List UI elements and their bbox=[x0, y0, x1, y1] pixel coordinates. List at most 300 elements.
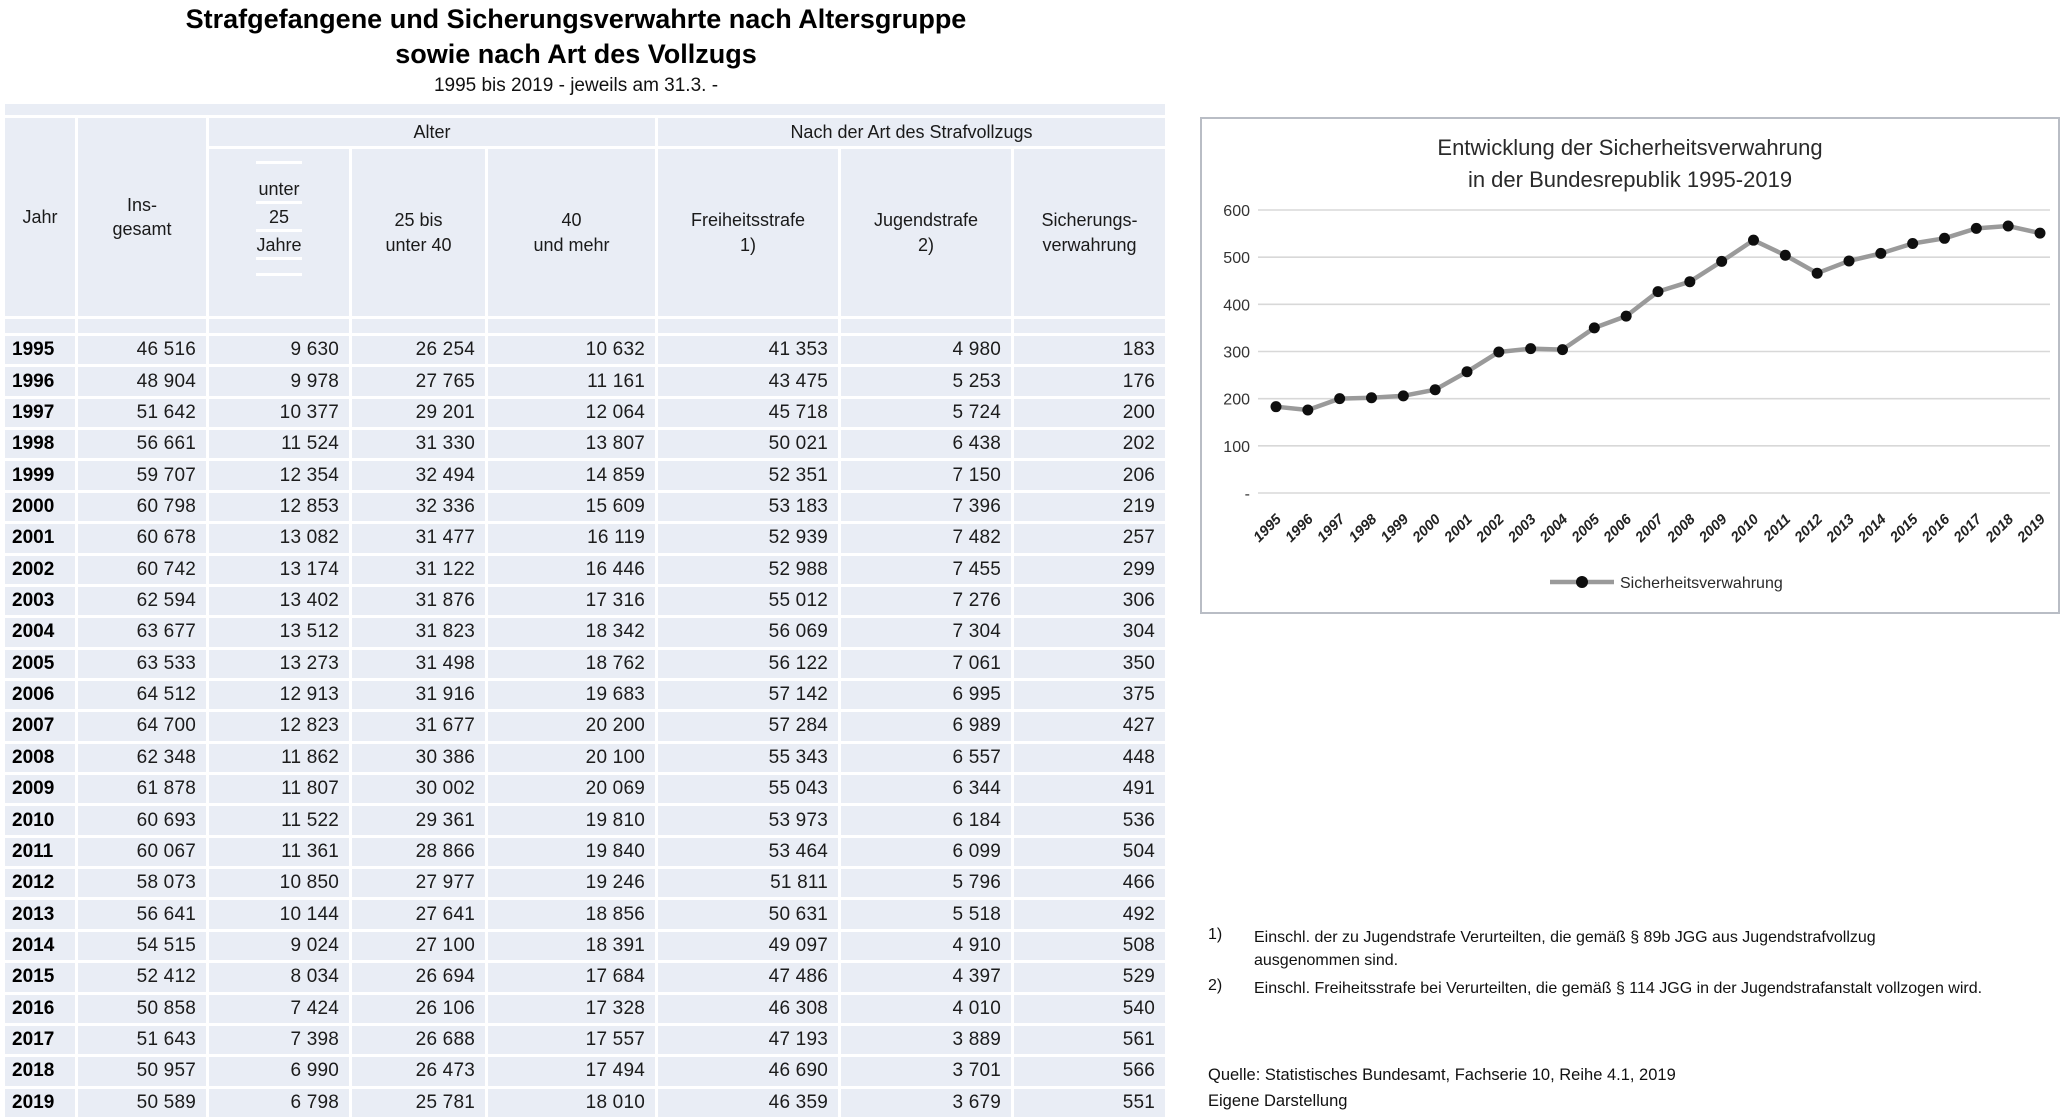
x-tick-label: 2014 bbox=[1855, 511, 1890, 546]
value-cell: 52 351 bbox=[658, 461, 838, 489]
value-cell: 50 589 bbox=[78, 1089, 206, 1117]
value-cell: 31 916 bbox=[352, 681, 485, 709]
value-cell: 536 bbox=[1014, 806, 1165, 834]
header-gap-cell bbox=[658, 319, 838, 333]
table-header bbox=[5, 104, 1165, 333]
legend-marker bbox=[1576, 576, 1588, 588]
legend-label: Sicherheitsverwahrung bbox=[1620, 574, 1783, 592]
value-cell: 17 494 bbox=[488, 1057, 655, 1085]
value-cell: 46 359 bbox=[658, 1089, 838, 1117]
value-cell: 26 694 bbox=[352, 963, 485, 991]
year-cell: 2003 bbox=[5, 587, 75, 615]
value-cell: 27 100 bbox=[352, 932, 485, 960]
value-cell: 561 bbox=[1014, 1026, 1165, 1054]
y-tick-label: 500 bbox=[1223, 249, 1250, 267]
value-cell: 30 002 bbox=[352, 775, 485, 803]
footnote-marker: 2) bbox=[1208, 977, 1223, 995]
value-cell: 56 069 bbox=[658, 618, 838, 646]
value-cell: 27 765 bbox=[352, 367, 485, 395]
value-cell: 492 bbox=[1014, 900, 1165, 928]
value-cell: 551 bbox=[1014, 1089, 1165, 1117]
column-header-jugendstrafe bbox=[841, 149, 1011, 316]
data-point bbox=[1493, 346, 1504, 357]
value-cell: 12 064 bbox=[488, 399, 655, 427]
year-cell: 1996 bbox=[5, 367, 75, 395]
year-cell: 1997 bbox=[5, 399, 75, 427]
x-tick-label: 2015 bbox=[1887, 511, 1922, 546]
value-cell: 52 988 bbox=[658, 556, 838, 584]
y-tick-label: - bbox=[1244, 485, 1250, 503]
value-cell: 31 477 bbox=[352, 524, 485, 552]
year-cell: 2004 bbox=[5, 618, 75, 646]
value-cell: 7 061 bbox=[841, 650, 1011, 678]
source-line2: Eigene Darstellung bbox=[1208, 1092, 1348, 1111]
value-cell: 10 632 bbox=[488, 336, 655, 364]
y-tick-label: 400 bbox=[1223, 297, 1250, 315]
column-header-insgesamt bbox=[78, 118, 206, 316]
x-tick-label: 1998 bbox=[1346, 511, 1381, 546]
value-cell: 60 742 bbox=[78, 556, 206, 584]
x-tick-label: 2018 bbox=[1982, 511, 2017, 546]
value-cell: 18 856 bbox=[488, 900, 655, 928]
value-cell: 8 034 bbox=[209, 963, 349, 991]
value-cell: 5 253 bbox=[841, 367, 1011, 395]
header-label: Nach der Art des Strafvollzugs bbox=[790, 121, 1033, 142]
value-cell: 4 980 bbox=[841, 336, 1011, 364]
header-label: Alter bbox=[413, 121, 451, 142]
value-cell: 52 939 bbox=[658, 524, 838, 552]
value-cell: 46 690 bbox=[658, 1057, 838, 1085]
data-point bbox=[1271, 401, 1282, 412]
header-gap-cell bbox=[1014, 319, 1165, 333]
x-tick-label: 2017 bbox=[1951, 511, 1986, 546]
column-header-40-und-mehr bbox=[488, 149, 655, 316]
value-cell: 6 557 bbox=[841, 744, 1011, 772]
x-tick-label: 2007 bbox=[1632, 511, 1667, 546]
value-cell: 48 904 bbox=[78, 367, 206, 395]
chart-panel bbox=[1200, 117, 2060, 614]
line-chart bbox=[1202, 198, 2058, 606]
data-point bbox=[1589, 322, 1600, 333]
data-point bbox=[1684, 276, 1695, 287]
value-cell: 17 316 bbox=[488, 587, 655, 615]
data-point bbox=[1462, 366, 1473, 377]
value-cell: 466 bbox=[1014, 869, 1165, 897]
table-body bbox=[5, 336, 1165, 1117]
value-cell: 257 bbox=[1014, 524, 1165, 552]
year-cell: 2006 bbox=[5, 681, 75, 709]
data-point bbox=[1398, 390, 1409, 401]
value-cell: 6 344 bbox=[841, 775, 1011, 803]
value-cell: 60 067 bbox=[78, 838, 206, 866]
column-header-25-bis-40 bbox=[352, 149, 485, 316]
value-cell: 51 811 bbox=[658, 869, 838, 897]
value-cell: 19 683 bbox=[488, 681, 655, 709]
value-cell: 47 486 bbox=[658, 963, 838, 991]
group-header-alter bbox=[209, 118, 655, 146]
x-tick-label: 1997 bbox=[1314, 511, 1349, 546]
header-label: gesamt bbox=[112, 219, 172, 239]
title-subtitle: 1995 bis 2019 - jeweils am 31.3. - bbox=[433, 75, 719, 97]
value-cell: 12 913 bbox=[209, 681, 349, 709]
value-cell: 25 781 bbox=[352, 1089, 485, 1117]
value-cell: 304 bbox=[1014, 618, 1165, 646]
value-cell: 30 386 bbox=[352, 744, 485, 772]
value-cell: 10 144 bbox=[209, 900, 349, 928]
header-label: 1) bbox=[739, 234, 756, 255]
value-cell: 9 024 bbox=[209, 932, 349, 960]
value-cell: 566 bbox=[1014, 1057, 1165, 1085]
value-cell: 50 858 bbox=[78, 995, 206, 1023]
header-label: unter 40 bbox=[385, 234, 452, 255]
year-cell: 1999 bbox=[5, 461, 75, 489]
value-cell: 47 193 bbox=[658, 1026, 838, 1054]
value-cell: 427 bbox=[1014, 712, 1165, 740]
title-line2: sowie nach Art des Vollzugs bbox=[395, 39, 757, 70]
value-cell: 306 bbox=[1014, 587, 1165, 615]
data-point bbox=[1812, 267, 1823, 278]
footnote-marker: 1) bbox=[1208, 926, 1223, 943]
column-header-freiheitsstrafe bbox=[658, 149, 838, 316]
value-cell: 28 866 bbox=[352, 838, 485, 866]
value-cell: 59 707 bbox=[78, 461, 206, 489]
value-cell: 64 700 bbox=[78, 712, 206, 740]
statistics-table bbox=[5, 104, 1165, 1117]
x-tick-label: 2013 bbox=[1823, 511, 1858, 546]
chart-title bbox=[1202, 132, 2058, 196]
value-cell: 219 bbox=[1014, 493, 1165, 521]
page-title bbox=[118, 2, 1034, 97]
data-point bbox=[1844, 255, 1855, 266]
value-cell: 6 990 bbox=[209, 1057, 349, 1085]
value-cell: 6 184 bbox=[841, 806, 1011, 834]
year-cell: 1995 bbox=[5, 336, 75, 364]
column-header-sicherungsverwahrung bbox=[1014, 149, 1165, 316]
value-cell: 6 989 bbox=[841, 712, 1011, 740]
x-tick-label: 1996 bbox=[1282, 511, 1317, 546]
value-cell: 52 412 bbox=[78, 963, 206, 991]
value-cell: 4 010 bbox=[841, 995, 1011, 1023]
value-cell: 46 308 bbox=[658, 995, 838, 1023]
value-cell: 43 475 bbox=[658, 367, 838, 395]
value-cell: 62 594 bbox=[78, 587, 206, 615]
value-cell: 16 446 bbox=[488, 556, 655, 584]
header-subrow bbox=[256, 161, 301, 164]
value-cell: 27 977 bbox=[352, 869, 485, 897]
value-cell: 26 254 bbox=[352, 336, 485, 364]
year-cell: 2015 bbox=[5, 963, 75, 991]
value-cell: 57 142 bbox=[658, 681, 838, 709]
data-point bbox=[1875, 248, 1886, 259]
value-cell: 31 823 bbox=[352, 618, 485, 646]
value-cell: 350 bbox=[1014, 650, 1165, 678]
value-cell: 5 518 bbox=[841, 900, 1011, 928]
x-tick-label: 2011 bbox=[1760, 511, 1795, 545]
value-cell: 12 823 bbox=[209, 712, 349, 740]
data-point bbox=[1780, 250, 1791, 261]
value-cell: 504 bbox=[1014, 838, 1165, 866]
year-cell: 2008 bbox=[5, 744, 75, 772]
value-cell: 202 bbox=[1014, 430, 1165, 458]
header-label: unter bbox=[256, 177, 301, 204]
y-tick-label: 100 bbox=[1223, 438, 1250, 456]
chart-title-line2: in der Bundesrepublik 1995-2019 bbox=[1467, 166, 1793, 192]
data-point bbox=[2035, 227, 2046, 238]
header-label: Jugendstrafe bbox=[873, 210, 979, 231]
y-tick-label: 200 bbox=[1223, 391, 1250, 409]
data-point bbox=[1716, 256, 1727, 267]
value-cell: 7 424 bbox=[209, 995, 349, 1023]
year-cell: 2002 bbox=[5, 556, 75, 584]
value-cell: 3 701 bbox=[841, 1057, 1011, 1085]
value-cell: 31 498 bbox=[352, 650, 485, 678]
value-cell: 19 810 bbox=[488, 806, 655, 834]
header-gap-cell bbox=[209, 319, 349, 333]
value-cell: 56 122 bbox=[658, 650, 838, 678]
header-label: 2) bbox=[917, 234, 934, 255]
value-cell: 58 073 bbox=[78, 869, 206, 897]
x-tick-label: 2000 bbox=[1409, 511, 1444, 546]
value-cell: 183 bbox=[1014, 336, 1165, 364]
value-cell: 46 516 bbox=[78, 336, 206, 364]
x-tick-label: 2004 bbox=[1537, 511, 1572, 546]
year-cell: 2010 bbox=[5, 806, 75, 834]
value-cell: 51 642 bbox=[78, 399, 206, 427]
header-top-strip bbox=[5, 104, 1165, 115]
column-header-unter-25 bbox=[209, 149, 349, 316]
value-cell: 7 398 bbox=[209, 1026, 349, 1054]
value-cell: 50 021 bbox=[658, 430, 838, 458]
value-cell: 7 276 bbox=[841, 587, 1011, 615]
footnotes bbox=[1208, 926, 2060, 1006]
data-point bbox=[1430, 384, 1441, 395]
value-cell: 53 183 bbox=[658, 493, 838, 521]
value-cell: 41 353 bbox=[658, 336, 838, 364]
value-cell: 19 840 bbox=[488, 838, 655, 866]
data-point bbox=[1907, 238, 1918, 249]
value-cell: 19 246 bbox=[488, 869, 655, 897]
value-cell: 11 862 bbox=[209, 744, 349, 772]
x-tick-label: 2016 bbox=[1919, 511, 1954, 546]
value-cell: 448 bbox=[1014, 744, 1165, 772]
value-cell: 45 718 bbox=[658, 399, 838, 427]
year-cell: 2005 bbox=[5, 650, 75, 678]
value-cell: 57 284 bbox=[658, 712, 838, 740]
value-cell: 6 798 bbox=[209, 1089, 349, 1117]
header-gap-cell bbox=[352, 319, 485, 333]
value-cell: 16 119 bbox=[488, 524, 655, 552]
x-tick-label: 1999 bbox=[1378, 511, 1413, 546]
value-cell: 60 798 bbox=[78, 493, 206, 521]
value-cell: 18 762 bbox=[488, 650, 655, 678]
value-cell: 60 678 bbox=[78, 524, 206, 552]
value-cell: 13 512 bbox=[209, 618, 349, 646]
x-tick-label: 2006 bbox=[1600, 511, 1635, 546]
value-cell: 11 522 bbox=[209, 806, 349, 834]
value-cell: 32 494 bbox=[352, 461, 485, 489]
y-tick-label: 600 bbox=[1223, 202, 1250, 220]
header-gap-cell bbox=[5, 319, 75, 333]
data-point bbox=[1302, 404, 1313, 415]
value-cell: 31 122 bbox=[352, 556, 485, 584]
value-cell: 15 609 bbox=[488, 493, 655, 521]
value-cell: 55 043 bbox=[658, 775, 838, 803]
data-point bbox=[1557, 344, 1568, 355]
value-cell: 7 455 bbox=[841, 556, 1011, 584]
value-cell: 18 010 bbox=[488, 1089, 655, 1117]
value-cell: 27 641 bbox=[352, 900, 485, 928]
data-point bbox=[1971, 223, 1982, 234]
value-cell: 63 677 bbox=[78, 618, 206, 646]
value-cell: 3 889 bbox=[841, 1026, 1011, 1054]
value-cell: 55 012 bbox=[658, 587, 838, 615]
value-cell: 18 342 bbox=[488, 618, 655, 646]
value-cell: 51 643 bbox=[78, 1026, 206, 1054]
x-tick-label: 2001 bbox=[1441, 511, 1476, 546]
value-cell: 18 391 bbox=[488, 932, 655, 960]
value-cell: 529 bbox=[1014, 963, 1165, 991]
value-cell: 61 878 bbox=[78, 775, 206, 803]
data-point bbox=[1621, 310, 1632, 321]
column-header-jahr bbox=[5, 118, 75, 316]
year-cell: 2011 bbox=[5, 838, 75, 866]
value-cell: 540 bbox=[1014, 995, 1165, 1023]
data-point bbox=[2003, 220, 2014, 231]
header-label: Ins- bbox=[126, 194, 157, 215]
x-tick-label: 2009 bbox=[1696, 511, 1731, 546]
value-cell: 12 354 bbox=[209, 461, 349, 489]
value-cell: 7 482 bbox=[841, 524, 1011, 552]
header-gap-cell bbox=[488, 319, 655, 333]
year-cell: 2014 bbox=[5, 932, 75, 960]
year-cell: 2000 bbox=[5, 493, 75, 521]
header-label: verwahrung bbox=[1042, 234, 1137, 255]
x-tick-label: 2012 bbox=[1791, 511, 1826, 546]
header-subrow bbox=[256, 273, 301, 276]
value-cell: 17 684 bbox=[488, 963, 655, 991]
header-label: Sicherungs- bbox=[1041, 210, 1138, 231]
value-cell: 6 438 bbox=[841, 430, 1011, 458]
value-cell: 9 978 bbox=[209, 367, 349, 395]
value-cell: 60 693 bbox=[78, 806, 206, 834]
x-tick-label: 2008 bbox=[1664, 511, 1699, 546]
year-cell: 2001 bbox=[5, 524, 75, 552]
value-cell: 5 796 bbox=[841, 869, 1011, 897]
value-cell: 12 853 bbox=[209, 493, 349, 521]
value-cell: 53 464 bbox=[658, 838, 838, 866]
header-gap-cell bbox=[78, 319, 206, 333]
year-cell: 2018 bbox=[5, 1057, 75, 1085]
header-label: Jahr bbox=[22, 206, 58, 227]
value-cell: 50 631 bbox=[658, 900, 838, 928]
header-label: 40 bbox=[561, 210, 582, 231]
header-label: Jahre bbox=[256, 233, 301, 260]
value-cell: 54 515 bbox=[78, 932, 206, 960]
x-tick-label: 1995 bbox=[1250, 511, 1285, 546]
value-cell: 32 336 bbox=[352, 493, 485, 521]
header-label: 25 bis bbox=[394, 210, 443, 231]
value-cell: 6 099 bbox=[841, 838, 1011, 866]
value-cell: 17 557 bbox=[488, 1026, 655, 1054]
value-cell: 11 807 bbox=[209, 775, 349, 803]
value-cell: 26 106 bbox=[352, 995, 485, 1023]
value-cell: 7 396 bbox=[841, 493, 1011, 521]
value-cell: 491 bbox=[1014, 775, 1165, 803]
value-cell: 62 348 bbox=[78, 744, 206, 772]
value-cell: 7 304 bbox=[841, 618, 1011, 646]
header-label: 25 bbox=[256, 205, 301, 232]
value-cell: 31 330 bbox=[352, 430, 485, 458]
value-cell: 31 876 bbox=[352, 587, 485, 615]
value-cell: 10 377 bbox=[209, 399, 349, 427]
value-cell: 375 bbox=[1014, 681, 1165, 709]
value-cell: 508 bbox=[1014, 932, 1165, 960]
year-cell: 2012 bbox=[5, 869, 75, 897]
year-cell: 2013 bbox=[5, 900, 75, 928]
value-cell: 26 473 bbox=[352, 1057, 485, 1085]
value-cell: 31 677 bbox=[352, 712, 485, 740]
x-tick-label: 2005 bbox=[1569, 511, 1604, 546]
value-cell: 20 100 bbox=[488, 744, 655, 772]
year-cell: 2017 bbox=[5, 1026, 75, 1054]
value-cell: 13 273 bbox=[209, 650, 349, 678]
value-cell: 56 641 bbox=[78, 900, 206, 928]
data-point bbox=[1366, 392, 1377, 403]
value-cell: 49 097 bbox=[658, 932, 838, 960]
value-cell: 55 343 bbox=[658, 744, 838, 772]
value-cell: 11 361 bbox=[209, 838, 349, 866]
chart-title-line1: Entwicklung der Sicherheitsverwahrung bbox=[1437, 135, 1823, 160]
value-cell: 20 069 bbox=[488, 775, 655, 803]
x-tick-label: 2019 bbox=[2014, 511, 2049, 546]
value-cell: 9 630 bbox=[209, 336, 349, 364]
value-cell: 11 524 bbox=[209, 430, 349, 458]
value-cell: 29 201 bbox=[352, 399, 485, 427]
value-cell: 53 973 bbox=[658, 806, 838, 834]
x-tick-label: 2003 bbox=[1505, 511, 1540, 546]
footnote bbox=[1208, 977, 2060, 1000]
value-cell: 63 533 bbox=[78, 650, 206, 678]
value-cell: 26 688 bbox=[352, 1026, 485, 1054]
data-point bbox=[1334, 393, 1345, 404]
year-cell: 2019 bbox=[5, 1089, 75, 1117]
year-cell: 2009 bbox=[5, 775, 75, 803]
source-line1: Quelle: Statistisches Bundesamt, Fachserie 10, Reihe 4.1, 2019 bbox=[1208, 1066, 1676, 1084]
data-point bbox=[1748, 234, 1759, 245]
value-cell: 50 957 bbox=[78, 1057, 206, 1085]
value-cell: 10 850 bbox=[209, 869, 349, 897]
value-cell: 17 328 bbox=[488, 995, 655, 1023]
value-cell: 13 082 bbox=[209, 524, 349, 552]
value-cell: 4 910 bbox=[841, 932, 1011, 960]
value-cell: 13 174 bbox=[209, 556, 349, 584]
value-cell: 56 661 bbox=[78, 430, 206, 458]
year-cell: 2007 bbox=[5, 712, 75, 740]
value-cell: 5 724 bbox=[841, 399, 1011, 427]
value-cell: 13 807 bbox=[488, 430, 655, 458]
value-cell: 200 bbox=[1014, 399, 1165, 427]
value-cell: 7 150 bbox=[841, 461, 1011, 489]
year-cell: 1998 bbox=[5, 430, 75, 458]
value-cell: 14 859 bbox=[488, 461, 655, 489]
header-label: Freiheitsstrafe bbox=[690, 210, 806, 231]
footnote bbox=[1208, 926, 2060, 972]
source-note bbox=[1208, 1062, 1676, 1115]
header-label: und mehr bbox=[533, 234, 610, 255]
title-line1: Strafgefangene und Sicherungsverwahrte nach Altersgruppe bbox=[185, 4, 967, 34]
data-point bbox=[1939, 233, 1950, 244]
value-cell: 11 161 bbox=[488, 367, 655, 395]
